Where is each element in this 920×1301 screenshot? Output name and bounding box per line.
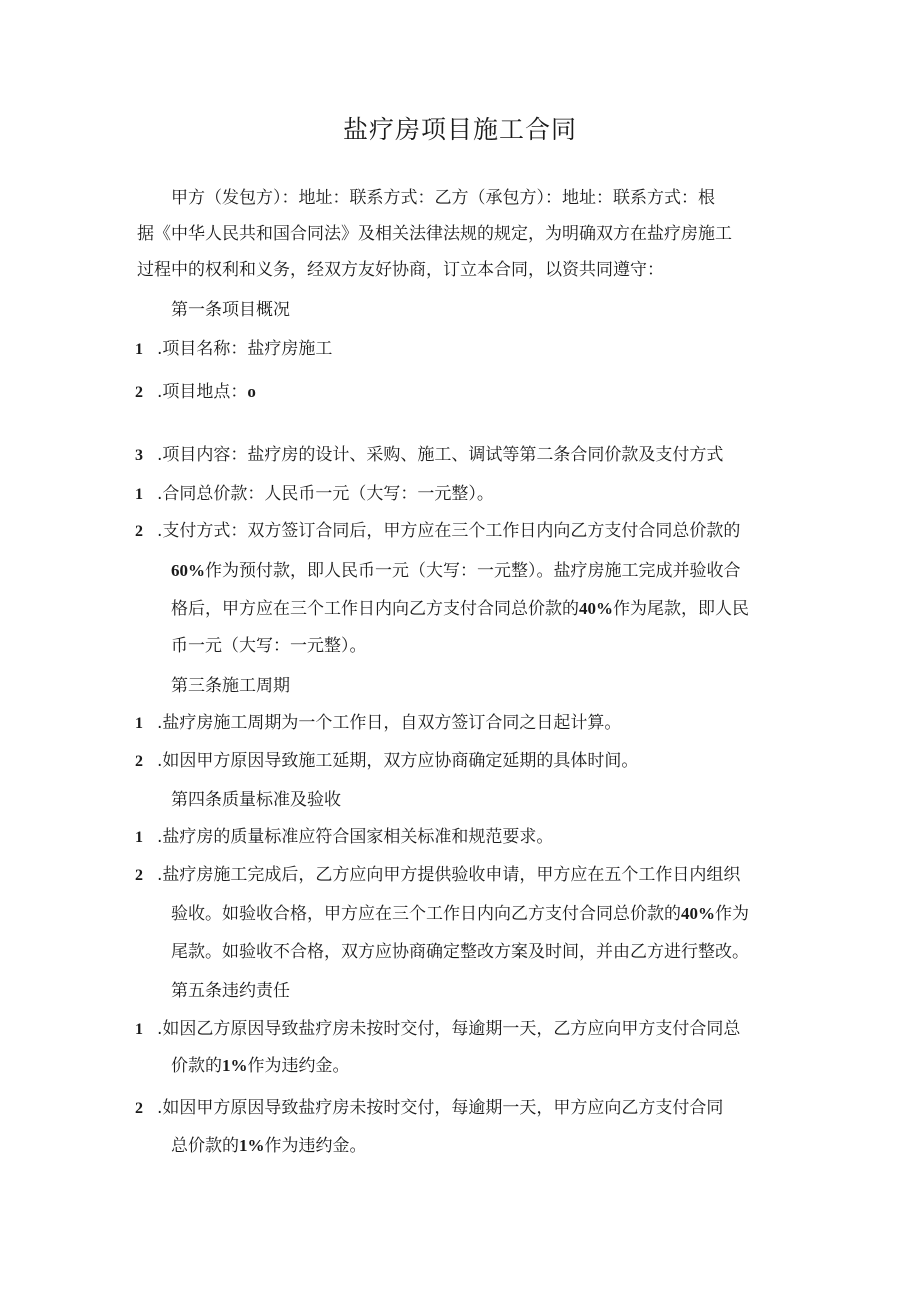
clause-text-tail: o (247, 382, 256, 401)
clause-item (135, 336, 332, 363)
clause-continuation (171, 1133, 367, 1159)
clause-item (135, 481, 494, 508)
clause-number: 2 (135, 867, 143, 884)
clause-item (135, 824, 553, 851)
percent-value: 1% (239, 1136, 265, 1155)
clause-item (135, 1095, 723, 1122)
clause-text: .支付方式：双方签订合同后，甲方应在三个工作日内向乙方支付合同总价款的 (157, 521, 741, 541)
section-heading: 第五条违约责任 (171, 981, 290, 1001)
clause-text: 总价款的 (171, 1136, 239, 1156)
percent-value: 40% (681, 904, 715, 923)
clause-continuation (171, 1053, 350, 1079)
clause-item (135, 862, 740, 889)
clause-text: .项目内容：盐疗房的设计、采购、施工、调试等第二条合同价款及支付方式 (157, 445, 724, 465)
clause-number: 1 (135, 829, 143, 846)
clause-text: 价款的 (171, 1056, 222, 1076)
clause-continuation (171, 558, 741, 584)
clause-item (135, 379, 256, 406)
intro-paragraph (137, 180, 797, 288)
clause-number: 3 (135, 447, 143, 464)
clause-text: 作为 (715, 904, 749, 924)
clause-text: 验收。如验收合格，甲方应在三个工作日内向乙方支付合同总价款的 (171, 904, 681, 924)
clause-number: 1 (135, 341, 143, 358)
clause-continuation (171, 901, 749, 927)
clause-text: .项目地点： (157, 382, 248, 402)
percent-value: 1% (222, 1056, 248, 1075)
clause-text: 作为尾款，即人民 (613, 599, 749, 619)
clause-number: 2 (135, 384, 143, 401)
clause-text: 作为违约金。 (247, 1056, 350, 1076)
clause-continuation: 币一元（大写：一元整）。 (171, 636, 367, 656)
section-heading: 第一条项目概况 (171, 300, 290, 320)
clause-text: .如因乙方原因导致盐疗房未按时交付，每逾期一天，乙方应向甲方支付合同总 (157, 1019, 741, 1039)
clause-number: 1 (135, 1021, 143, 1038)
intro-line: 过程中的权利和义务，经双方友好协商，订立本合同，以资共同遵守： (137, 260, 664, 280)
clause-text: .如因甲方原因导致施工延期，双方应协商确定延期的具体时间。 (157, 751, 639, 771)
clause-text: .项目名称：盐疗房施工 (157, 339, 333, 359)
percent-value: 60% (171, 561, 205, 580)
clause-number: 2 (135, 1100, 143, 1117)
document-title: 盐疗房项目施工合同 (342, 115, 577, 144)
intro-line: 甲方（发包方）：地址：联系方式：乙方（承包方）：地址：联系方式：根 (171, 188, 715, 208)
clause-text: 作为违约金。 (264, 1136, 367, 1156)
clause-continuation: 尾款。如验收不合格，双方应协商确定整改方案及时间，并由乙方进行整改。 (171, 942, 749, 962)
section-heading: 第三条施工周期 (171, 676, 290, 696)
clause-text: .盐疗房施工周期为一个工作日，自双方签订合同之日起计算。 (157, 713, 622, 733)
section-heading: 第四条质量标准及验收 (171, 790, 341, 810)
clause-text: .盐疗房施工完成后，乙方应向甲方提供验收申请，甲方应在五个工作日内组织 (157, 865, 741, 885)
clause-continuation (171, 596, 749, 622)
clause-item (135, 442, 723, 469)
clause-text: 作为预付款，即人民币一元（大写：一元整）。盐疗房施工完成并验收合 (205, 561, 741, 581)
clause-item (135, 1016, 740, 1043)
clause-item (135, 748, 638, 775)
clause-item (135, 518, 740, 545)
clause-number: 2 (135, 523, 143, 540)
intro-line: 据《中华人民共和国合同法》及相关法律法规的规定，为明确双方在盐疗房施工 (137, 224, 732, 244)
percent-value: 40% (579, 599, 613, 618)
clause-text: .合同总价款：人民币一元（大写：一元整）。 (157, 484, 494, 504)
clause-text: .盐疗房的质量标准应符合国家相关标准和规范要求。 (157, 827, 554, 847)
clause-number: 1 (135, 486, 143, 503)
clause-number: 1 (135, 715, 143, 732)
clause-item (135, 710, 621, 737)
clause-text: 格后，甲方应在三个工作日内向乙方支付合同总价款的 (171, 599, 579, 619)
clause-number: 2 (135, 753, 143, 770)
clause-text: .如因甲方原因导致盐疗房未按时交付，每逾期一天，甲方应向乙方支付合同 (157, 1098, 724, 1118)
